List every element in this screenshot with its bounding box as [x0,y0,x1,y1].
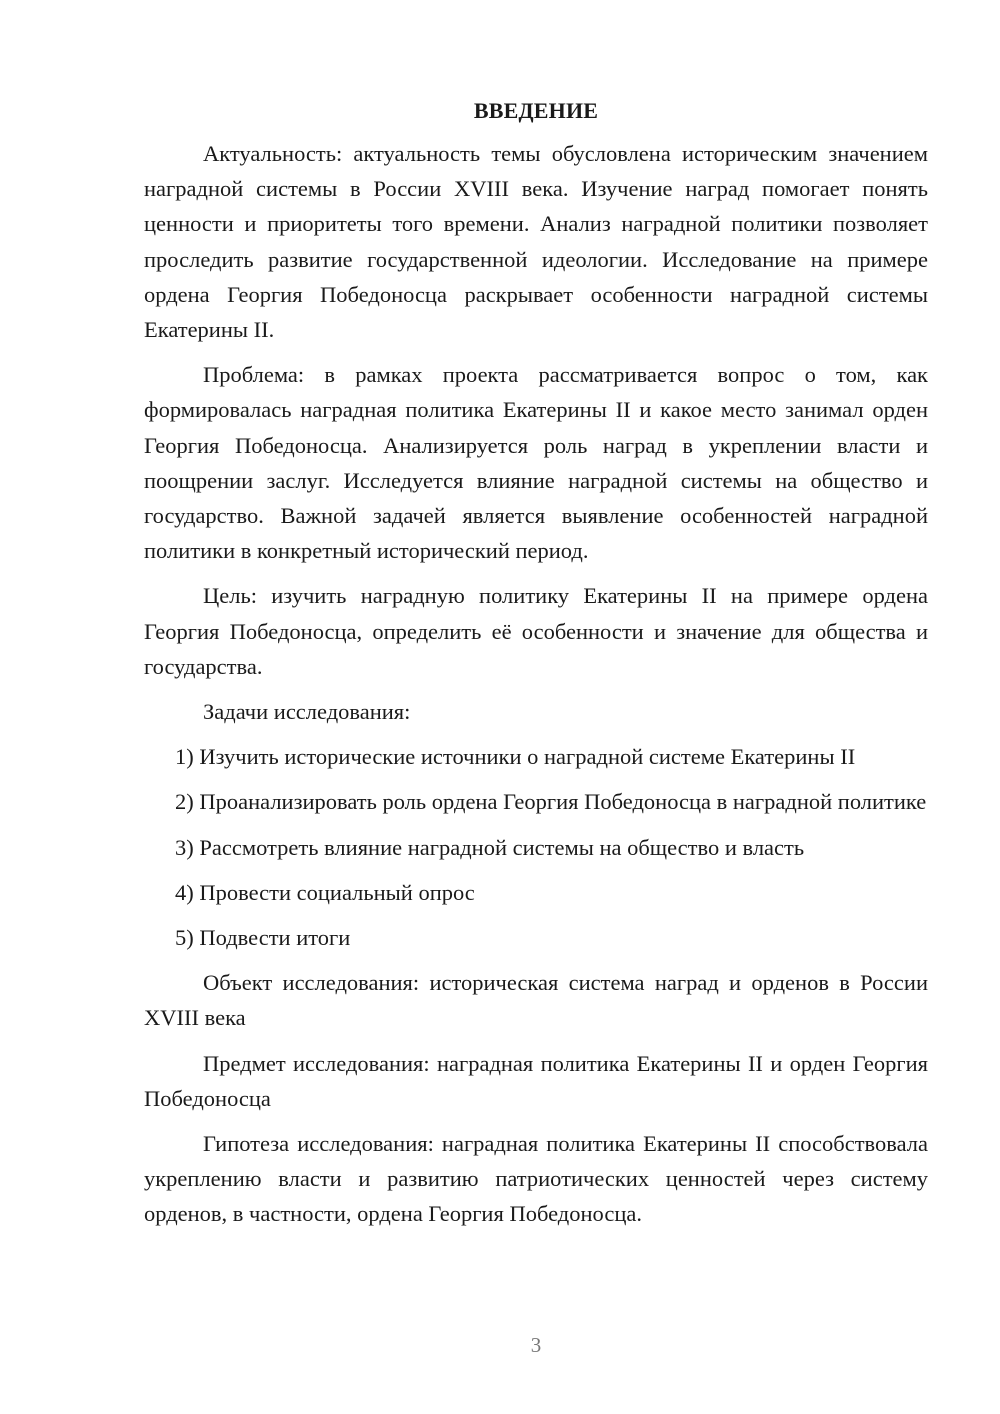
task-item: 5) Подвести итоги [175,925,351,951]
hypothesis-paragraph: Гипотеза исследования: наградная политика Екатерины II способствовала укреплению власти и развитию патриотических ценностей через систему орденов, в частности, ордена Георгия Победоносца. [144,1131,928,1227]
page-number: 3 [530,1333,542,1357]
task-item: 2) Проанализировать роль ордена Георгия Победоносца в наградной политике [175,789,927,815]
relevance-paragraph: Актуальность: актуальность темы обусловлена историческим значением наградной системы в России XVIII века. Изучение наград помогает понять ценности и приоритеты того времени. Анализ наградной политики позволяет проследить развитие государственной идеологии. Исследование на примере ордена Георгия Победоносца раскрывает особенности наградной системы Екатерины II. [144,141,928,343]
task-item: 1) Изучить исторические источники о наградной системе Екатерины II [175,744,856,770]
tasks-title: Задачи исследования: [203,699,411,725]
problem-paragraph: Проблема: в рамках проекта рассматривается вопрос о том, как формировалась наградная политика Екатерины II и какое место занимал орден Георгия Победоносца. Анализируется роль наград в укреплении власти и поощрении заслуг. Исследуется влияние наградной системы на общество и государство. Важной задачей является выявление особенностей наградной политики в конкретный исторический период. [144,362,928,564]
task-item: 4) Провести социальный опрос [175,879,475,905]
subject-paragraph: Предмет исследования: наградная политика Екатерины II и орден Георгия Победоносца [144,1050,928,1111]
task-item: 3) Рассмотреть влияние наградной системы на общество и власть [175,834,805,860]
page-content [144,96,928,1232]
section-heading: ВВЕДЕНИЕ [473,98,599,123]
object-paragraph: Объект исследования: историческая система наград и орденов в России XVIII века [144,970,928,1031]
goal-paragraph: Цель: изучить наградную политику Екатерины II на примере ордена Георгия Победоносца, определить её особенности и значение для общества и государства. [144,583,928,679]
